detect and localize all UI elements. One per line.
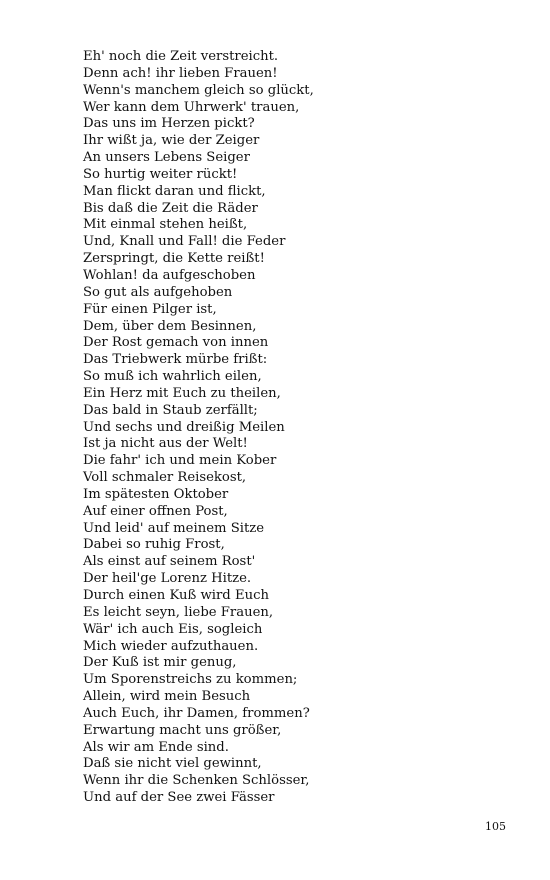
verse-line: Mit einmal stehen heißt,	[83, 217, 248, 233]
poem-text	[83, 49, 523, 807]
verse-line: Wenn's manchem gleich so glückt,	[83, 82, 314, 98]
verse-line: Ist ja nicht aus der Welt!	[83, 436, 248, 452]
verse-line: Bis daß die Zeit die Räder	[83, 200, 258, 216]
verse-line: Man flickt daran und flickt,	[83, 183, 266, 199]
verse-line: Allein, wird mein Besuch	[83, 689, 251, 705]
verse-line: Eh' noch die Zeit verstreicht.	[83, 49, 279, 64]
verse-line: Das bald in Staub zerfällt;	[83, 402, 258, 418]
verse-line: Auch Euch, ihr Damen, frommen?	[83, 705, 310, 721]
verse-line: Voll schmaler Reisekost,	[83, 470, 247, 486]
verse-line: Es leicht seyn, liebe Frauen,	[83, 604, 274, 620]
verse-line: Daß sie nicht viel gewinnt,	[83, 756, 262, 772]
verse-line: Ihr wißt ja, wie der Zeiger	[83, 133, 260, 149]
verse-line: Um Sporenstreichs zu kommen;	[83, 672, 298, 688]
verse-line: Und sechs und dreißig Meilen	[83, 419, 285, 435]
verse-line: Das uns im Herzen pickt?	[83, 116, 255, 132]
verse-line: Und auf der See zwei Fässer	[83, 790, 275, 806]
verse-line: So gut als aufgehoben	[83, 284, 233, 300]
verse-line: Im spätesten Oktober	[83, 486, 229, 502]
verse-line: Als einst auf seinem Rost'	[83, 554, 256, 570]
verse-line: Dem, über dem Besinnen,	[83, 318, 257, 334]
verse-line: Erwartung macht uns größer,	[83, 722, 282, 738]
verse-line: Und, Knall und Fall! die Feder	[83, 234, 286, 250]
verse-line: So hurtig weiter rückt!	[83, 166, 238, 182]
verse-line: Der heil'ge Lorenz Hitze.	[83, 571, 252, 587]
verse-line: Und leid' auf meinem Sitze	[83, 520, 264, 536]
verse-line: Der Kuß ist mir genug,	[83, 655, 237, 671]
verse-line: Wär' ich auch Eis, sogleich	[83, 621, 263, 637]
verse-line: Der Rost gemach von innen	[83, 335, 269, 351]
verse-line: Wenn ihr die Schenken Schlösser,	[83, 773, 310, 789]
page-number: 105	[485, 820, 506, 833]
verse-line: Das Triebwerk mürbe frißt:	[83, 352, 268, 368]
verse-line: Dabei so ruhig Frost,	[83, 537, 225, 553]
verse-line: An unsers Lebens Seiger	[83, 150, 250, 166]
verse-line: Durch einen Kuß wird Euch	[83, 588, 269, 603]
verse-line: Auf einer offnen Post,	[83, 503, 228, 519]
verse-line: So muß ich wahrlich eilen,	[83, 369, 262, 385]
verse-line: Die fahr' ich und mein Kober	[83, 453, 277, 469]
verse-line: Als wir am Ende sind.	[83, 739, 229, 755]
verse-line: Mich wieder aufzuthauen.	[83, 638, 259, 654]
verse-line: Ein Herz mit Euch zu theilen,	[83, 385, 281, 401]
verse-line: Für einen Pilger ist,	[83, 301, 217, 317]
verse-line: Denn ach! ihr lieben Frauen!	[83, 65, 278, 81]
verse-line: Wer kann dem Uhrwerk' trauen,	[83, 99, 300, 115]
verse-line: Zerspringt, die Kette reißt!	[83, 251, 265, 267]
verse-line: Wohlan! da aufgeschoben	[83, 267, 256, 283]
